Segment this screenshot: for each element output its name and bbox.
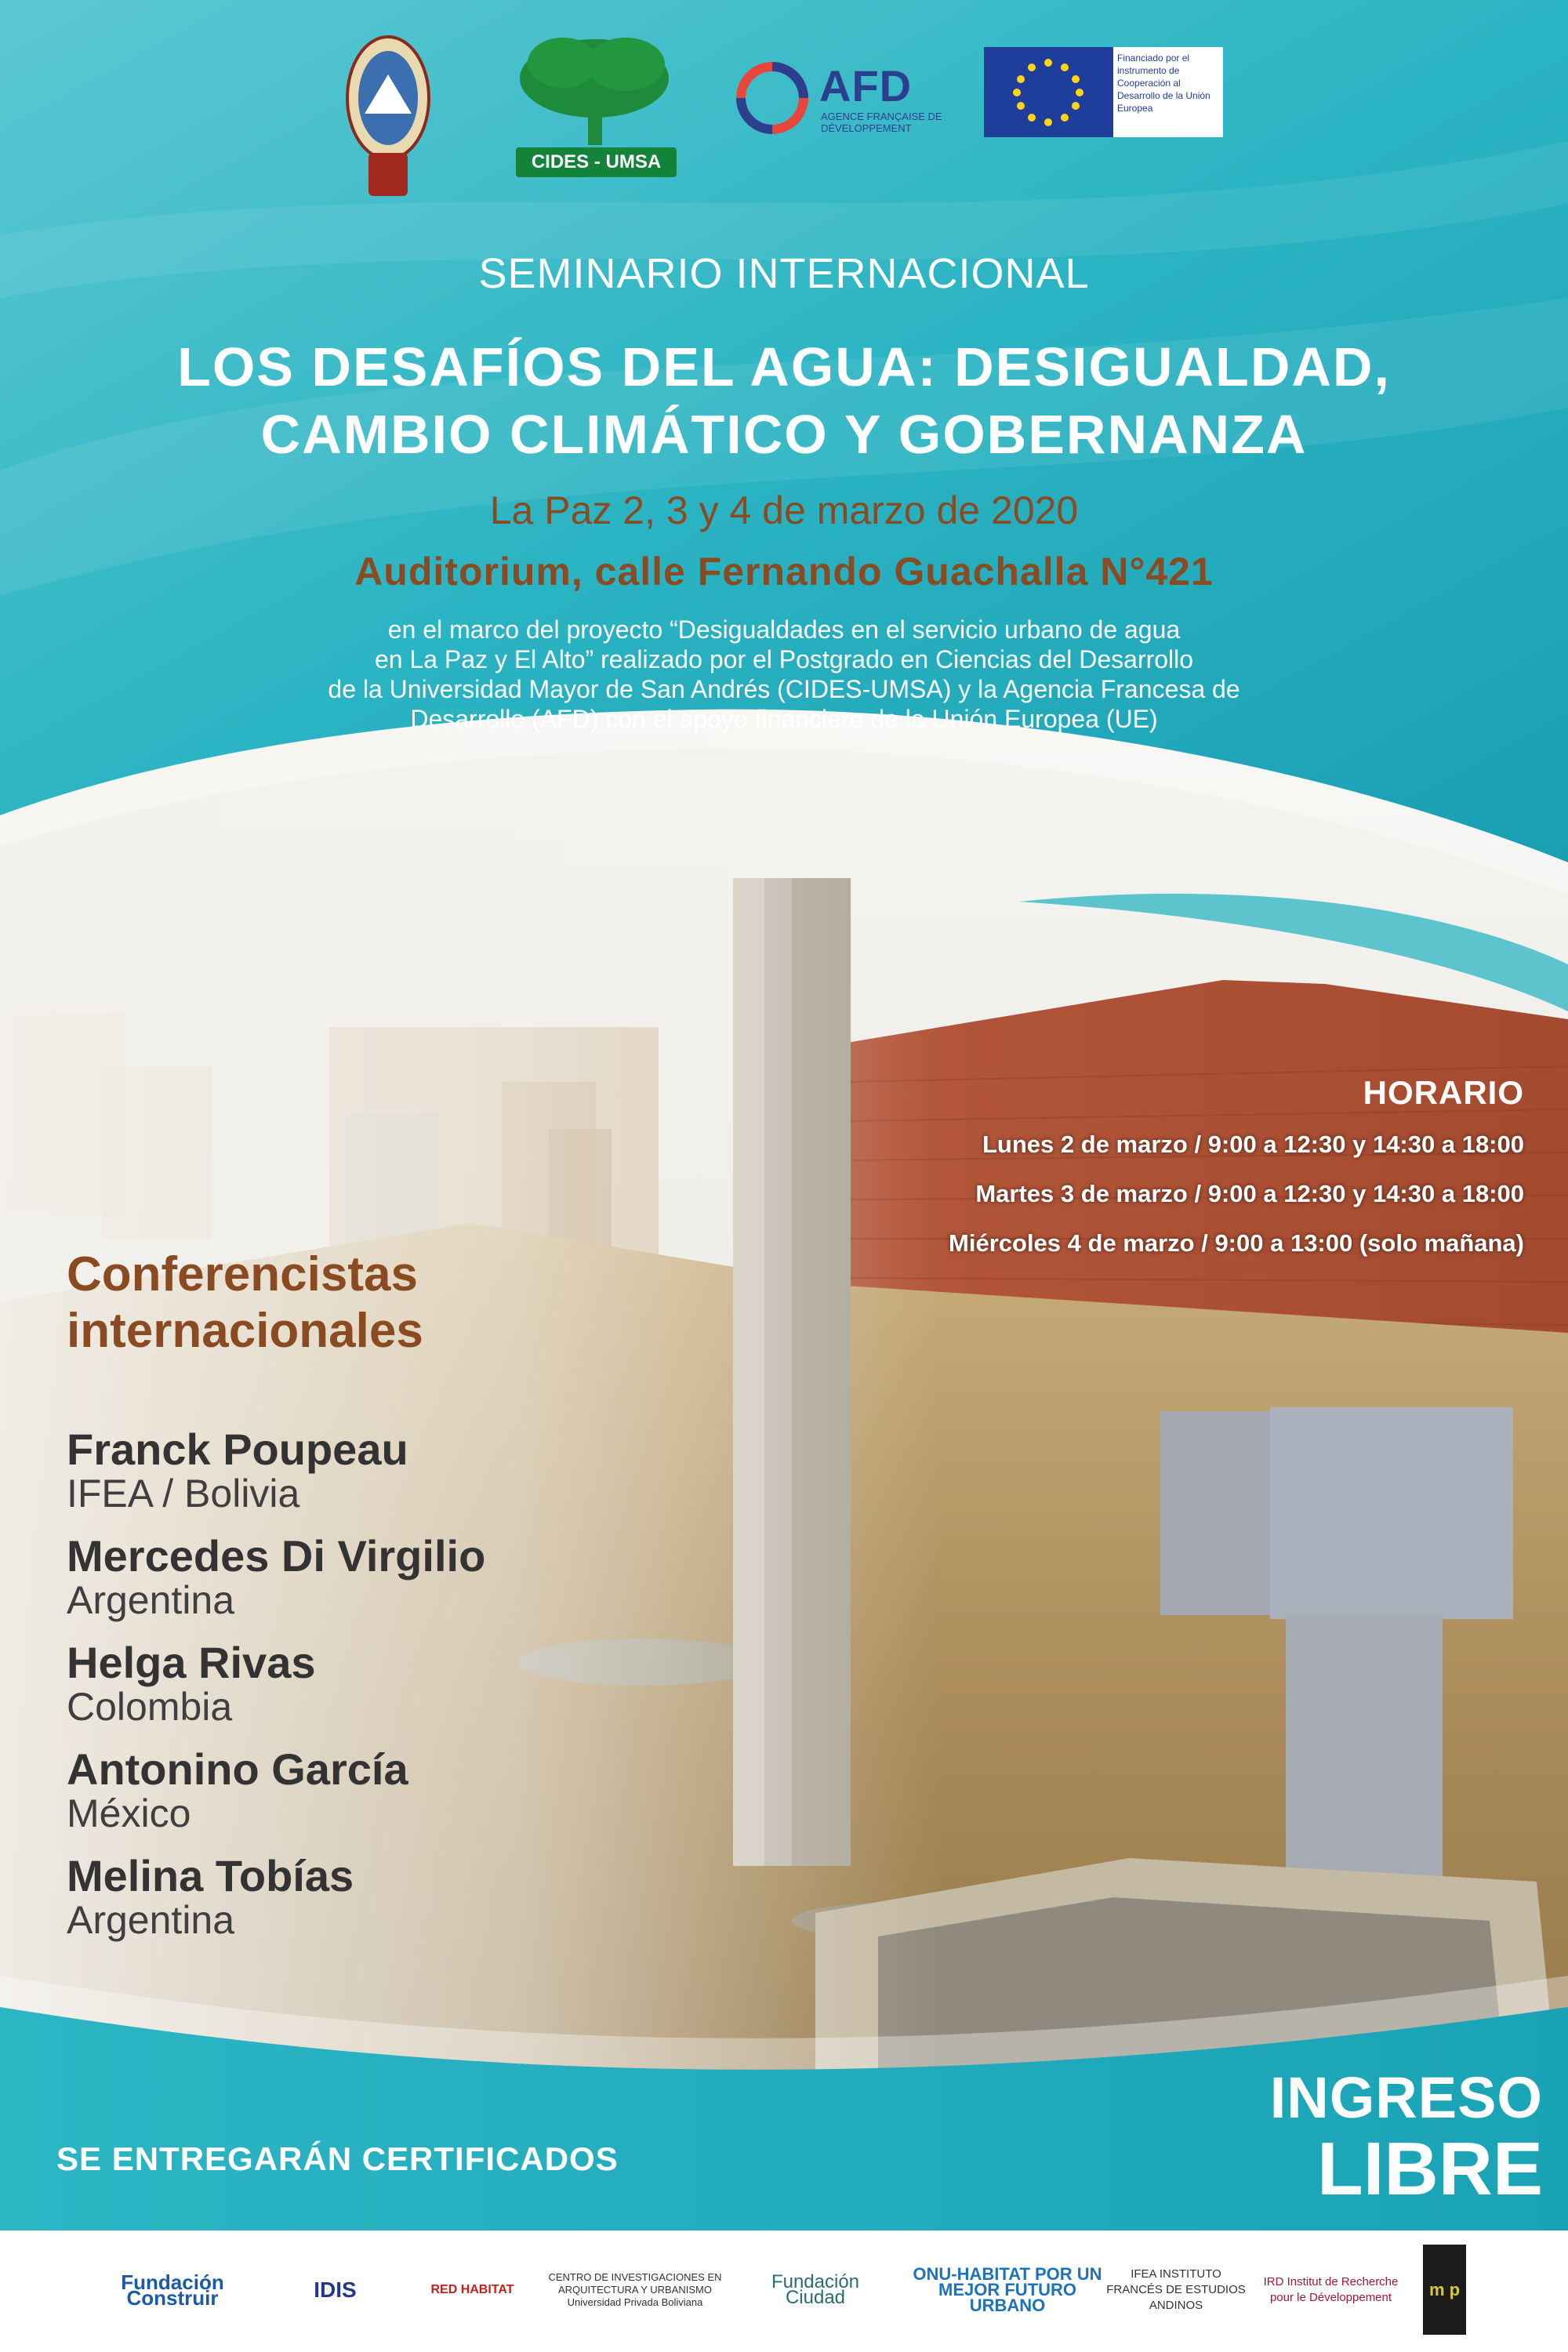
afd-sublabel: AGENCE FRANÇAISE DE DÉVELOPPEMENT bbox=[821, 111, 942, 134]
eu-box bbox=[984, 47, 1223, 137]
sponsor-label: m p bbox=[1428, 2279, 1461, 2299]
tree-icon bbox=[516, 31, 677, 149]
schedule-title: HORARIO bbox=[1363, 1074, 1524, 1111]
eu-flag-logo bbox=[984, 47, 1223, 137]
red-habitat-logo bbox=[423, 2245, 521, 2335]
schedule-line: Miércoles 4 de marzo / 9:00 a 13:00 (solo mañana) bbox=[949, 1229, 1524, 1257]
context-line: Desarrollo (AFD) con el apoyo financiero de la Unión Europea (UE) bbox=[410, 705, 1158, 733]
cides-umsa-logo bbox=[516, 31, 677, 176]
sponsor-label: Fundación Ciudad bbox=[771, 2270, 860, 2308]
speaker-name: Helga Rivas bbox=[67, 1638, 316, 1687]
speakers-heading-line1: Conferencistas bbox=[67, 1247, 418, 1301]
ird-logo bbox=[1250, 2245, 1411, 2335]
umsa-seal-icon bbox=[345, 35, 431, 200]
event-context bbox=[0, 615, 1568, 734]
sponsor-bar bbox=[0, 2230, 1568, 2352]
cides-umsa-label: CIDES - UMSA bbox=[516, 147, 677, 177]
fundacion-ciudad-logo bbox=[749, 2245, 882, 2335]
speaker-item bbox=[67, 1853, 772, 1941]
context-line: en el marco del proyecto “Desigualdades en el servicio urbano de agua bbox=[387, 615, 1181, 644]
speaker-affiliation: Argentina bbox=[67, 1578, 235, 1622]
sponsor-label: Fundación Construir bbox=[121, 2270, 224, 2310]
eu-funding-text: Financiado por el instrumento de Cooperación al Desarrollo de la Unión Europea bbox=[1117, 53, 1210, 114]
seminar-kicker: SEMINARIO INTERNACIONAL bbox=[478, 250, 1090, 297]
speaker-name: Mercedes Di Virgilio bbox=[67, 1531, 486, 1581]
sponsor-label: ONU-HABITAT POR UN MEJOR FUTURO URBANO bbox=[913, 2263, 1102, 2315]
speaker-item bbox=[67, 1427, 772, 1515]
event-dates: La Paz 2, 3 y 4 de marzo de 2020 bbox=[489, 488, 1079, 532]
certificates-note: SE ENTREGARÁN CERTIFICADOS bbox=[56, 2140, 619, 2177]
idis-logo bbox=[286, 2245, 384, 2335]
speaker-name: Melina Tobías bbox=[67, 1851, 354, 1900]
sponsor-label: IRD Institut de Recherche pour le Développement bbox=[1263, 2274, 1399, 2304]
mp-logo bbox=[1423, 2245, 1466, 2335]
afd-label: AFD bbox=[819, 61, 913, 111]
event-venue: Auditorium, calle Fernando Guachalla N°421 bbox=[354, 550, 1214, 593]
speaker-affiliation: Argentina bbox=[67, 1898, 235, 1942]
afd-logo bbox=[733, 59, 956, 137]
umsa-seal bbox=[345, 35, 431, 200]
speaker-item bbox=[67, 1744, 772, 1835]
ciau-logo bbox=[537, 2245, 733, 2335]
sponsor-label: CENTRO DE INVESTIGACIONES EN ARQUITECTURA Y URBANISMO Universidad Privada Boliviana bbox=[548, 2270, 722, 2308]
speaker-item bbox=[67, 1640, 772, 1728]
speaker-affiliation: IFEA / Bolivia bbox=[67, 1472, 300, 1515]
speaker-list bbox=[67, 1427, 772, 1960]
speaker-affiliation: México bbox=[67, 1791, 191, 1835]
sponsor-label: RED HABITAT bbox=[430, 2282, 514, 2296]
speaker-name: Franck Poupeau bbox=[67, 1425, 408, 1474]
schedule bbox=[740, 1074, 1524, 1268]
seminar-title bbox=[0, 333, 1568, 468]
schedule-line: Martes 3 de marzo / 9:00 a 12:30 y 14:30 a 18:00 bbox=[975, 1180, 1524, 1207]
sponsor-label: IFEA INSTITUTO FRANCÉS DE ESTUDIOS ANDINOS bbox=[1106, 2267, 1246, 2312]
speakers-heading bbox=[67, 1247, 615, 1359]
free-entry-line1: INGRESO bbox=[1269, 2065, 1543, 2130]
sponsor-label: IDIS bbox=[314, 2277, 357, 2302]
ifea-logo bbox=[1105, 2245, 1247, 2335]
context-line: de la Universidad Mayor de San Andrés (CIDES-UMSA) y la Agencia Francesa de bbox=[328, 675, 1240, 703]
afd-ring-icon bbox=[733, 59, 811, 137]
free-entry-label bbox=[1151, 2066, 1543, 2209]
seminar-title-line1: LOS DESAFÍOS DEL AGUA: DESIGUALDAD, bbox=[177, 336, 1391, 397]
speaker-item bbox=[67, 1531, 772, 1622]
fundacion-construir-logo bbox=[82, 2245, 263, 2335]
speaker-name: Antonino García bbox=[67, 1744, 408, 1794]
onu-habitat-logo bbox=[902, 2245, 1113, 2335]
speakers-heading-line2: internacionales bbox=[67, 1304, 423, 1358]
seminar-title-line2: CAMBIO CLIMÁTICO Y GOBERNANZA bbox=[260, 404, 1308, 465]
free-entry-line2: LIBRE bbox=[1317, 2127, 1543, 2211]
eu-flag-icon bbox=[984, 47, 1113, 137]
context-line: en La Paz y El Alto” realizado por el Postgrado en Ciencias del Desarrollo bbox=[374, 645, 1194, 673]
schedule-line: Lunes 2 de marzo / 9:00 a 12:30 y 14:30 a 18:00 bbox=[982, 1131, 1524, 1158]
speaker-affiliation: Colombia bbox=[67, 1685, 233, 1729]
